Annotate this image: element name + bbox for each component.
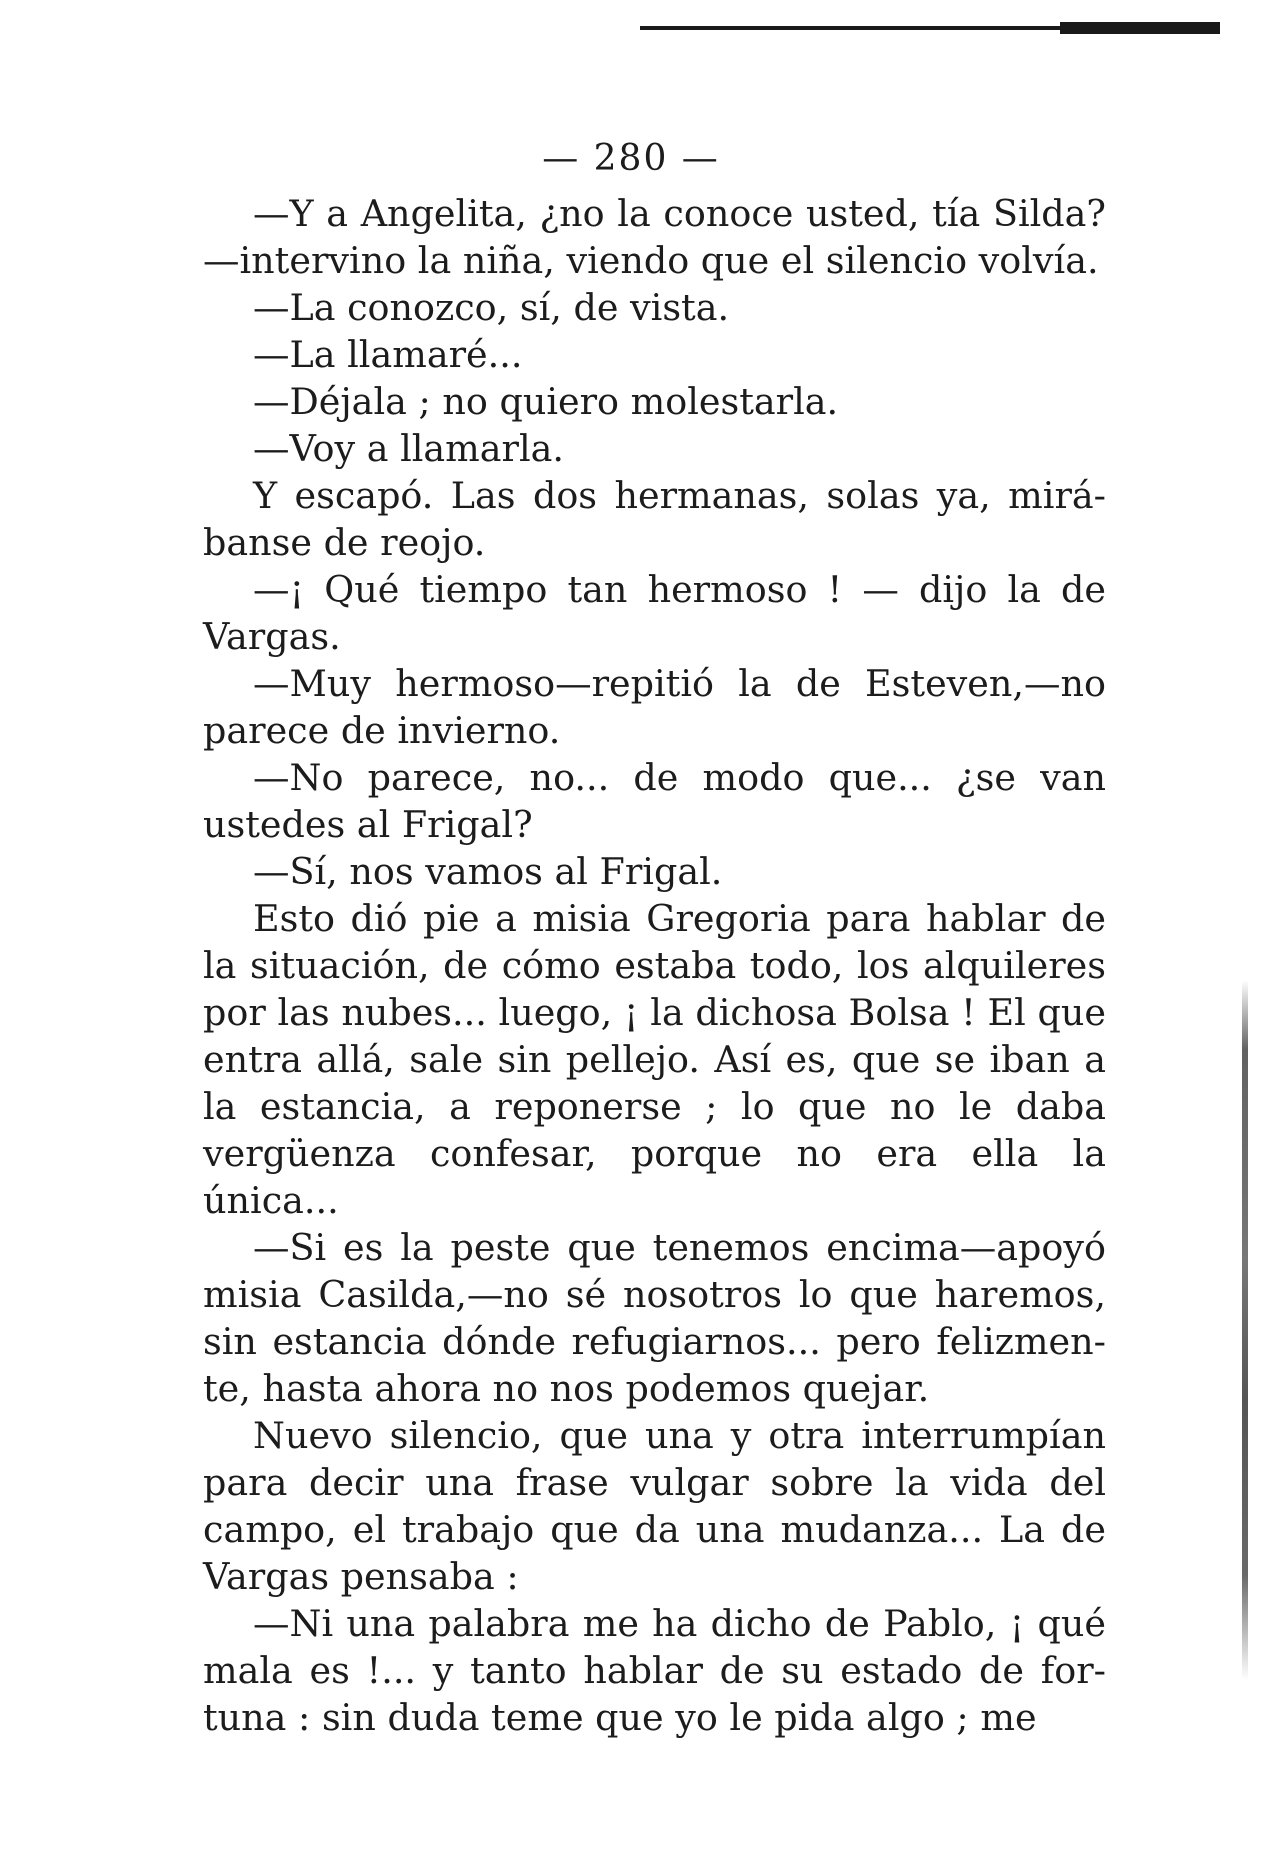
paragraph: —¡ Qué tiempo tan hermoso ! — dijo la de Vargas. bbox=[203, 568, 1106, 658]
paragraph: —La conozco, sí, de vista. bbox=[253, 286, 730, 329]
paragraph: —Si es la peste que tenemos encima—apoyó misia Casilda,—no sé nosotros lo que haremos, sin estancia dónde refugiarnos... pero felizmente, hasta ahora no nos podemos quejar. bbox=[203, 1226, 1106, 1410]
top-rule bbox=[640, 26, 1220, 30]
paragraph: —Muy hermoso—repitió la de Esteven,—no parece de invierno. bbox=[203, 662, 1106, 752]
body-text bbox=[203, 190, 1106, 1741]
paragraph: —No parece, no... de modo que... ¿se van ustedes al Frigal? bbox=[203, 756, 1106, 846]
paragraph: —Y a Angelita, ¿no la conoce usted, tía Silda?—intervino la niña, viendo que el silencio volvía. bbox=[203, 192, 1106, 282]
paragraph: Nuevo silencio, que una y otra interrumpían para decir una frase vulgar sobre la vida del campo, el trabajo que da una mudanza... La de Vargas pensaba : bbox=[203, 1414, 1106, 1598]
paragraph: Y escapó. Las dos hermanas, solas ya, mirábanse de reojo. bbox=[203, 474, 1106, 564]
paragraph: Esto dió pie a misia Gregoria para hablar de la situación, de cómo estaba todo, los alquileres por las nubes... luego, ¡ la dichosa Bolsa ! El que entra allá, sale sin pellejo. Así es, que se iban a la estancia, a reponerse ; lo que no le daba vergüenza confesar, porque no era ella la única... bbox=[203, 897, 1106, 1222]
paragraph: —La llamaré... bbox=[253, 333, 523, 376]
paragraph: —Voy a llamarla. bbox=[253, 427, 565, 470]
paragraph: —Ni una palabra me ha dicho de Pablo, ¡ qué mala es !... y tanto hablar de su estado de fortuna : sin duda teme que yo le pida algo ; me bbox=[203, 1602, 1106, 1739]
paragraph: —Sí, nos vamos al Frigal. bbox=[253, 850, 723, 893]
paragraph: —Déjala ; no quiero molestarla. bbox=[253, 380, 839, 423]
page-edge-shadow bbox=[1242, 980, 1248, 1680]
page-number: — 280 — bbox=[542, 138, 720, 179]
